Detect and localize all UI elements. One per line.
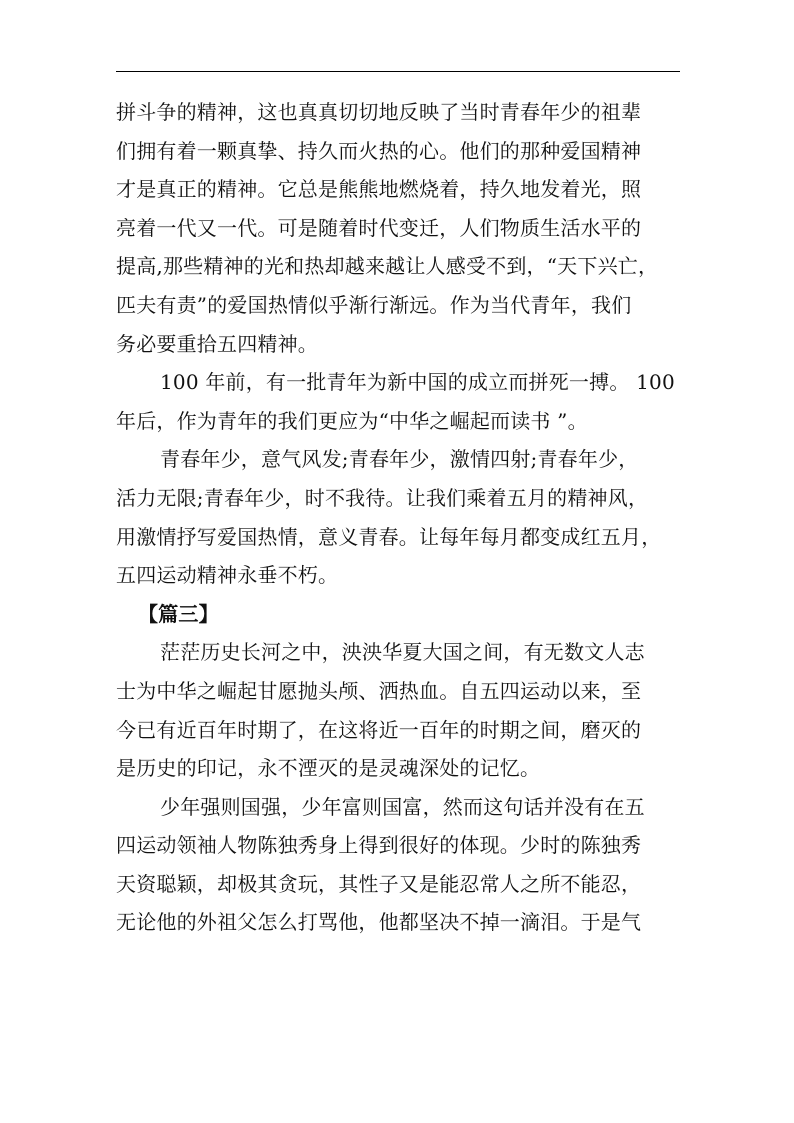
text-line: 务必要重拾五四精神。 — [116, 331, 318, 356]
text-line: 年后，作为青年的我们更应为“中华之崛起而读书 ”。 — [116, 408, 588, 433]
text-line: 士为中华之崛起甘愿抛头颅、洒热血。自五四运动以来，至 — [116, 678, 642, 703]
text-line: 拼斗争的精神，这也真真切切地反映了当时青春年少的祖辈 — [116, 100, 642, 124]
section-heading: 【篇三】 — [138, 601, 219, 626]
paragraph-start-line: 少年强则国强，少年富则国富，然而这句话并没有在五 — [160, 794, 645, 819]
text-line: 匹夫有责”的爱国热情似乎渐行渐远。作为当代青年，我们 — [116, 292, 632, 317]
text-line: 亮着一代又一代。可是随着时代变迁，人们物质生活水平的 — [116, 215, 642, 240]
text-line: 提高,那些精神的光和热却越来越让人感受不到，“天下兴亡， — [116, 254, 659, 279]
text-line: 们拥有着一颗真挚、持久而火热的心。他们的那种爱国精神 — [116, 138, 642, 163]
document-body — [116, 93, 676, 942]
paragraph-start-line: 茫茫历史长河之中，泱泱华夏大国之间，有无数文人志 — [160, 640, 645, 665]
text-line: 活力无限;青春年少，时不我待。让我们乘着五月的精神风， — [116, 485, 649, 510]
text-line: 是历史的印记，永不湮灭的是灵魂深处的记忆。 — [116, 756, 541, 781]
text-line: 四运动领袖人物陈独秀身上得到很好的体现。少时的陈独秀 — [116, 833, 642, 858]
text-line: 才是真正的精神。它总是熊熊地燃烧着，持久地发着光，照 — [116, 177, 642, 202]
text-line: 五四运动精神永垂不朽。 — [116, 563, 339, 588]
paragraph-start-line: 100 年前，有一批青年为新中国的成立而拼死一搏。 100 — [160, 370, 675, 395]
text-line: 用激情抒写爱国热情，意义青春。让每年每月都变成红五月， — [116, 524, 662, 549]
header-rule — [116, 71, 680, 72]
text-line: 无论他的外祖父怎么打骂他，他都坚决不掉一滴泪。于是气 — [116, 910, 642, 935]
paragraph-start-line: 青春年少，意气风发;青春年少，激情四射;青春年少， — [160, 447, 639, 472]
text-line: 今已有近百年时期了，在这将近一百年的时期之间，磨灭的 — [116, 717, 642, 742]
text-line: 天资聪颖，却极其贪玩，其性子又是能忍常人之所不能忍， — [116, 871, 642, 896]
